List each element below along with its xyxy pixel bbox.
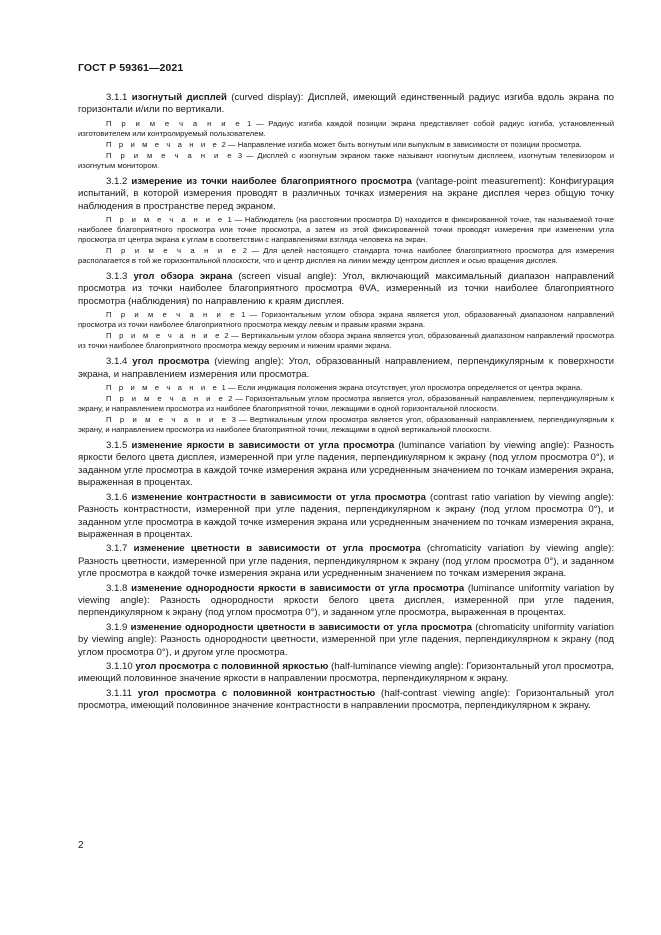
term-title: изменение яркости в зависимости от угла просмотра: [131, 440, 395, 452]
term-3-1-5: 3.1.5 изменение яркости в зависимости от угла просмотра (luminance variation by viewing angle): Разность яркости белого цвета дисплея, измеренной при угле падения, перпендикулярном к экрану (под углом просмотра 0°), и заданном угле просмотра в каждой точке измерения экрана или усредненным значением по точкам измерения экрана, выраженная в процентах.: [78, 440, 615, 489]
note: П р и м е ч а н и е 2 — Для целей настоящего стандарта точка наиболее благоприятного просмотра для измерения располагается в той же горизонтальной плоскости, что и центр дисплея на линии между центром дисплея и осью вращения дисплея.: [78, 246, 614, 266]
note: П р и м е ч а н и е 2 — Вертикальным углом обзора экрана является угол, образованный диапазоном направлений просмотра из точки наиболее благоприятного просмотра между верхним и нижним краями экрана.: [78, 331, 615, 351]
term-3-1-11: 3.1.11 угол просмотра с половинной контрастностью (half-contrast viewing angle): Горизонтальный угол просмотра, имеющий половинное значение контрастности в направлении просмотра, перпендикулярном к экрану.: [78, 687, 614, 712]
term-title: изменение однородности яркости в зависимости от угла просмотра: [131, 582, 465, 594]
term-title: угол просмотра: [132, 356, 210, 368]
term-title: угол просмотра с половинной яркостью: [135, 660, 329, 672]
note: П р и м е ч а н и е 3 — Дисплей с изогнутым экраном также называют изогнутым дисплеем, изогнутым телевизором и изогнутым монитором.: [78, 150, 614, 170]
term-3-1-1: 3.1.1 изогнутый дисплей (curved display): Дисплей, имеющий единственный радиус изгиба вдоль экрана по горизонтали и/или по вертикали.: [78, 92, 615, 116]
note: П р и м е ч а н и е 1 — Горизонтальным углом обзора экрана является угол, образованный диапазоном направлений просмотра из точки наиболее благоприятного просмотра между левым и правым краями экрана.: [78, 310, 614, 330]
term-3-1-4: 3.1.4 угол просмотра (viewing angle): Угол, образованный направлением, перпендикулярным к поверхности экрана, и направлением измерения или просмотра.: [78, 356, 615, 380]
document-body: [78, 92, 614, 715]
note: П р и м е ч а н и е 2 — Направление изгиба может быть вогнутым или выпуклым в зависимости от позиции просмотра.: [106, 139, 582, 149]
document-header: ГОСТ Р 59361—2021: [78, 62, 184, 74]
term-3-1-6: 3.1.6 изменение контрастности в зависимости от угла просмотра (contrast ratio variation by viewing angle): Разность контрастности, измеренной при угле падения, перпендикулярном к экрану (под углом просмотра 0°), и заданном угле просмотра в каждой точке измерения экрана или усредненным значением по точкам измерения экрана, выраженная в процентах.: [78, 491, 614, 540]
note: П р и м е ч а н и е 2 — Горизонтальным углом просмотра является угол, образованный направлением, перпендикулярным к экрану, и направлением просмотра из наиболее благоприятной точки, лежащими в одной горизонтальной плоскости.: [78, 394, 615, 414]
term-3-1-3: 3.1.3 угол обзора экрана (screen visual angle): Угол, включающий максимальный диапазон направлений просмотра из точки наиболее благоприятного просмотра θVA, измеренный из точки наиболее благоприятного просмотра (наблюдения) по направлению к краям дисплея.: [78, 271, 614, 307]
note: П р и м е ч а н и е 1 — Наблюдатель (на расстоянии просмотра D) находится в фиксированной точке, так называемой точке наиболее благоприятного просмотра или точке просмотра, а затем из этой фиксированной точки проводят измерения при изменении угла просмотра от центра экрана к углам в соответствии с направлениями взгляда человека на экран.: [78, 215, 615, 245]
term-3-1-8: 3.1.8 изменение однородности яркости в зависимости от угла просмотра (luminance uniformity variation by viewing angle): Разность однородности яркости белого цвета дисплея, измеренной при угле падения, перпендикулярном к экрану (под углом просмотра 0°), и заданном угле просмотра, выраженная в процентах.: [78, 582, 614, 619]
term-title: измерение из точки наиболее благоприятного просмотра: [131, 175, 412, 187]
term-title: изменение однородности цветности в зависимости от угла просмотра: [130, 621, 472, 633]
term-3-1-2: 3.1.2 измерение из точки наиболее благоприятного просмотра (vantage-point measurement): Конфигурация испытаний, в которой измерения проводят в различных точках измерения на экране дисплея через общую точку наблюдения в пространстве перед экраном.: [78, 175, 614, 212]
note: П р и м е ч а н и е 1 — Если индикация положения экрана отсутствует, угол просмотра определяется от центра экрана.: [106, 383, 583, 393]
term-3-1-10: 3.1.10 угол просмотра с половинной яркостью (half-luminance viewing angle): Горизонтальный угол просмотра, имеющий половинное значение яркости в направлении просмотра, перпендикулярном к экрану.: [78, 660, 615, 685]
note: П р и м е ч а н и е 3 — Вертикальным углом просмотра является угол, образованный направлением, перпендикулярным к экрану, и направлением просмотра из наиболее благоприятной точки, лежащими в одной вертикальной плоскости.: [78, 415, 614, 435]
term-title: изогнутый дисплей: [131, 92, 227, 103]
note: П р и м е ч а н и е 1 — Радиус изгиба каждой позиции экрана представляет собой радиус изгиба, установленный изготовителем или контролируемый пользователем.: [78, 118, 614, 138]
term-3-1-9: 3.1.9 изменение однородности цветности в зависимости от угла просмотра (chromaticity uniformity variation by viewing angle): Разность однородности цветности, измеренной при угле падения, перпендикулярном к экрану (под углом просмотра 0°), и другом угле просмотра.: [78, 621, 614, 658]
term-title: угол обзора экрана: [133, 271, 233, 283]
term-title: изменение цветности в зависимости от угла просмотра: [133, 543, 421, 555]
term-3-1-7: 3.1.7 изменение цветности в зависимости от угла просмотра (chromaticity variation by viewing angle): Разность цветности, измеренной при угле падения, перпендикулярном к экрану (под углом просмотра 0°), и заданном угле просмотра в каждой точке измерения экрана или усредненным значением по точкам измерения экрана.: [78, 543, 614, 580]
page-number: 2: [78, 840, 84, 851]
term-title: изменение контрастности в зависимости от угла просмотра: [131, 491, 426, 503]
term-title: угол просмотра с половинной контрастностью: [137, 687, 376, 699]
